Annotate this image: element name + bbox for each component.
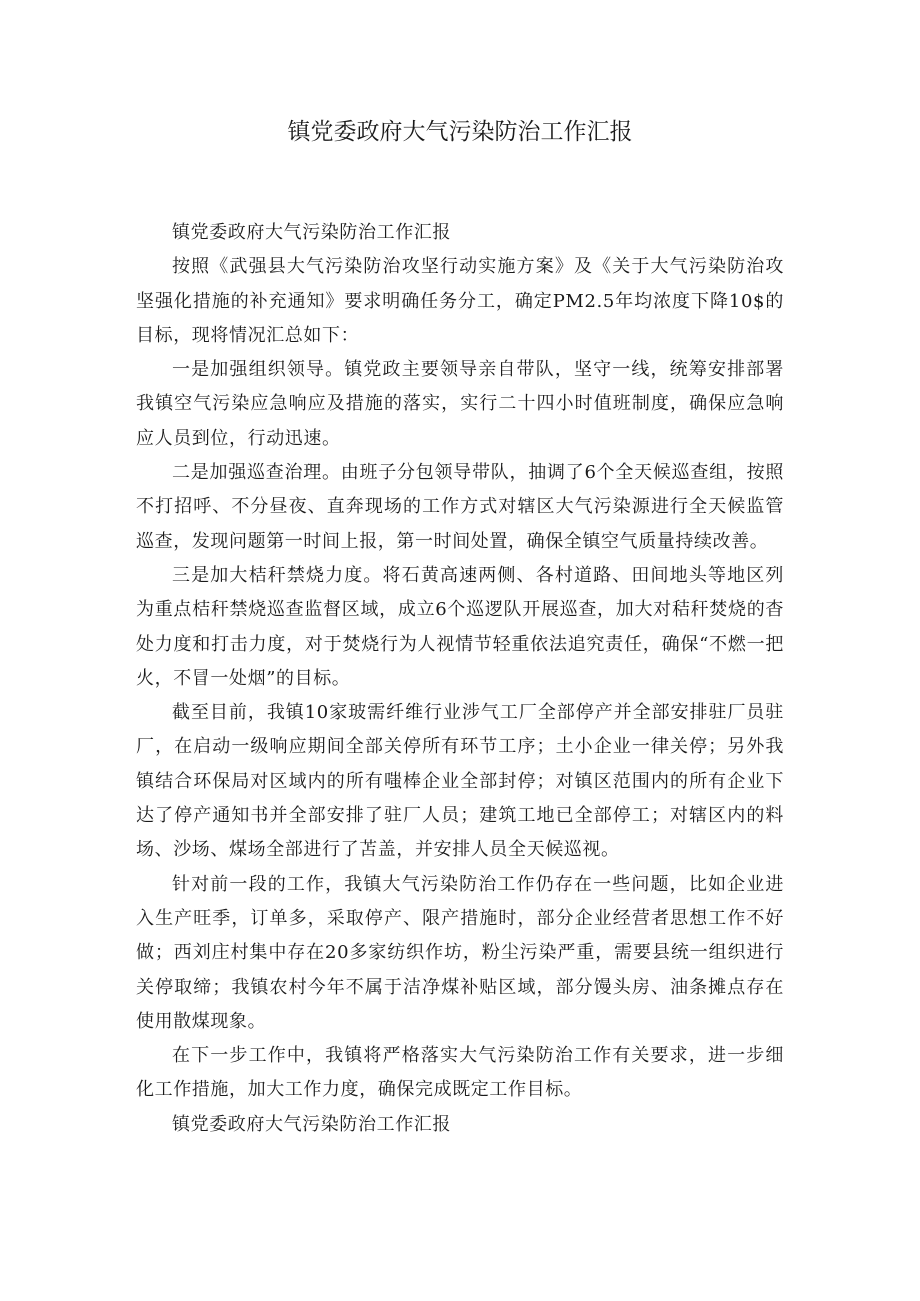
body-paragraph: 三是加大桔秆禁烧力度。将石黄高速两侧、各村道路、田间地头等地区列为重点桔秆禁烧巡查监督区域，成立6个巡逻队开展巡查，加大对秸秆焚烧的杳处力度和打击力度，对于焚烧行为人视情节轻重依法追究责任，确保“不燃一把火，不冒一处烟”的目标。: [136, 564, 784, 689]
body-paragraph: 针对前一段的工作，我镇大气污染防治工作仍存在一些问题，比如企业进入生产旺季，订单多，采取停产、限产措施时，部分企业经营者思想工作不好做；西刘庄村集中存在20多家纺织作坊，粉尘污染严重，需要县统一组织进行关停取缔；我镇农村今年不属于洁净煤补贴区域，部分馒头房、油条摊点存在使用散煤现象。: [136, 873, 784, 1032]
document-body: [136, 216, 784, 1142]
body-paragraph: 在下一步工作中，我镇将严格落实大气污染防治工作有关要求，进一步细化工作措施，加大工作力度，确保完成既定工作目标。: [136, 1045, 784, 1101]
document-title: 镇党委政府大气污染防治工作汇报: [287, 119, 633, 145]
body-paragraph: 一是加强组织领导。镇党政主要领导亲自带队，坚守一线，统筹安排部署我镇空气污染应急响应及措施的落实，实行二十四小时值班制度，确保应急响应人员到位，行动迅速。: [136, 359, 784, 449]
body-paragraph: 镇党委政府大气污染防治工作汇报: [172, 222, 451, 243]
body-paragraph: 二是加强巡查治理。由班子分包领导带队，抽调了6个全天候巡查组，按照不打招呼、不分昼夜、直奔现场的工作方式对辖区大气污染源进行全天候监管巡查，发现问题第一时间上报，第一时间处置，确保全镇空气质量持续改善。: [136, 462, 784, 552]
body-paragraph: 镇党委政府大气污染防治工作汇报: [172, 1113, 451, 1135]
body-paragraph: 按照《武强县大气污染防治攻坚行动实施方案》及《关于大气污染防治攻坚强化措施的补充通知》要求明确任务分工，确定PM2.5年均浓度下降10$的目标，现将情况汇总如下：: [136, 256, 784, 346]
body-paragraph: 截至目前，我镇10家玻需纤维行业涉气工厂全部停产并全部安排驻厂员驻厂，在启动一级响应期间全部关停所有环节工序；土小企业一律关停；另外我镇结合环保局对区域内的所有嗤棒企业全部封停；对镇区范围内的所有企业下达了停产通知书并全部安排了驻厂人员；建筑工地已全部停工；对辖区内的料场、沙场、煤场全部进行了苫盖，并安排人员全天候巡视。: [136, 702, 784, 861]
